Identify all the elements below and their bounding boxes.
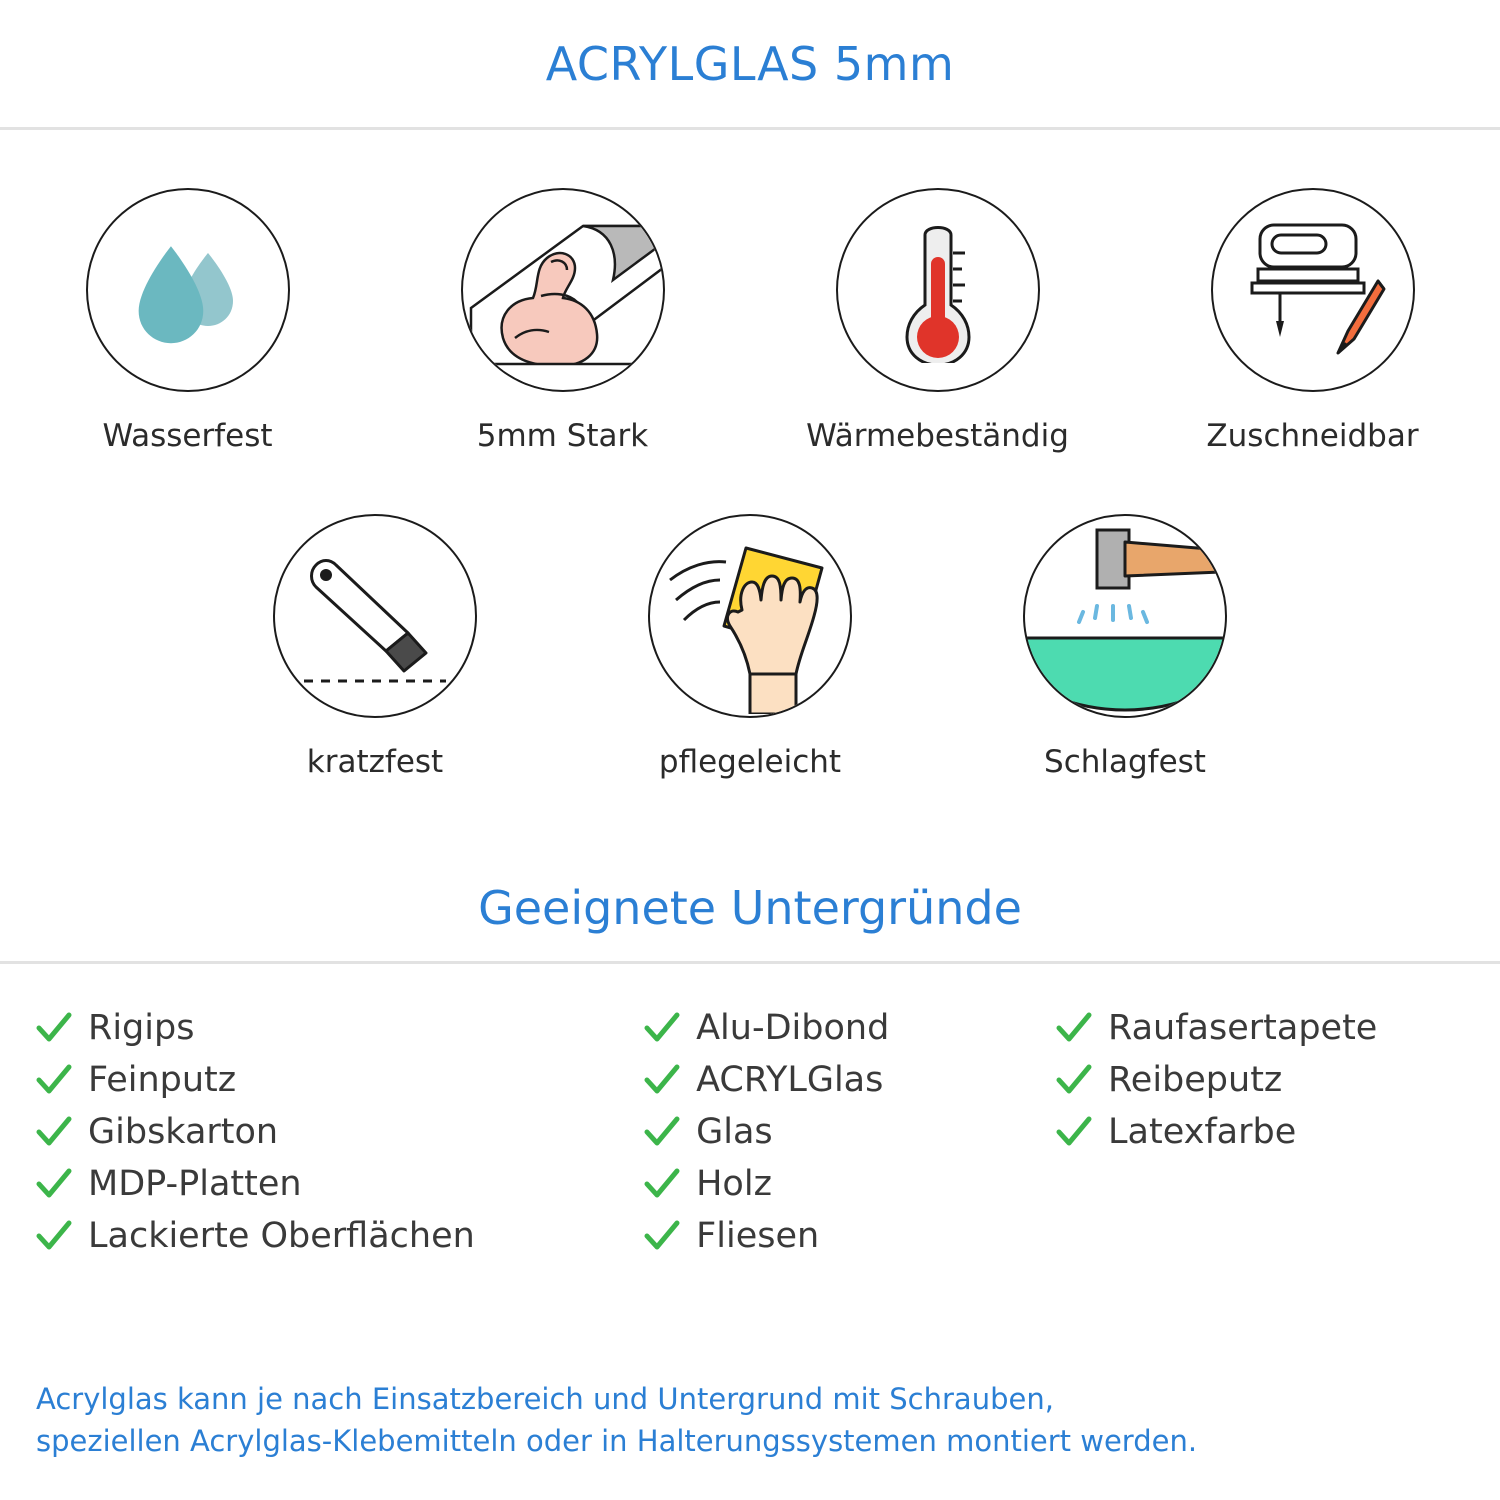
substrates-column-1: [34, 1002, 642, 1262]
list-item-label: Alu-Dibond: [696, 1008, 890, 1048]
feature-icon-circle: [86, 188, 290, 392]
check-icon: [1054, 1008, 1094, 1048]
check-icon: [34, 1008, 74, 1048]
feature-icon-circle: [461, 188, 665, 392]
check-icon: [642, 1008, 682, 1048]
subheader: [0, 854, 1500, 964]
list-item-label: Lackierte Oberflächen: [88, 1216, 475, 1256]
feature-wasserfest: [0, 188, 375, 454]
strong-arm-icon: [463, 188, 663, 392]
list-item: [642, 1002, 1054, 1054]
feature-label: 5mm Stark: [476, 418, 649, 454]
feature-icon-circle: [1023, 514, 1227, 718]
features-section: [0, 130, 1500, 780]
list-item: [34, 1158, 642, 1210]
check-icon: [34, 1112, 74, 1152]
list-item: [1054, 1054, 1466, 1106]
feature-label: kratzfest: [306, 744, 444, 780]
list-item-label: Latexfarbe: [1108, 1112, 1297, 1152]
feature-icon-circle: [836, 188, 1040, 392]
list-item-label: Rigips: [88, 1008, 195, 1048]
list-item: [34, 1002, 642, 1054]
subheader-title: Geeignete Untergründe: [478, 880, 1022, 935]
check-icon: [642, 1216, 682, 1256]
check-icon: [642, 1112, 682, 1152]
check-icon: [1054, 1112, 1094, 1152]
feature-zuschneidbar: [1125, 188, 1500, 454]
check-icon: [34, 1060, 74, 1100]
water-drops-icon: [113, 213, 263, 367]
feature-pflegeleicht: [563, 514, 938, 780]
feature-label: pflegeleicht: [658, 744, 842, 780]
list-item-label: Glas: [696, 1112, 773, 1152]
feature-label: Schlagfest: [1044, 744, 1206, 780]
jigsaw-cutter-icon: [1228, 203, 1398, 377]
feature-row-2: [0, 514, 1500, 780]
feature-waermebestaendig: [750, 188, 1125, 454]
list-item: [34, 1106, 642, 1158]
list-item: [642, 1106, 1054, 1158]
list-item: [1054, 1002, 1466, 1054]
hand-cloth-wipe-icon: [650, 514, 850, 718]
hammer-impact-icon: [1025, 514, 1225, 718]
check-icon: [34, 1164, 74, 1204]
list-item-label: Holz: [696, 1164, 772, 1204]
footer-note: [36, 1378, 1464, 1462]
knife-scratch-icon: [290, 529, 460, 703]
page-title: ACRYLGLAS 5mm: [545, 36, 955, 91]
list-item-label: ACRYLGlas: [696, 1060, 884, 1100]
list-item-label: Reibeputz: [1108, 1060, 1283, 1100]
list-item: [34, 1054, 642, 1106]
list-item: [642, 1054, 1054, 1106]
check-icon: [642, 1164, 682, 1204]
feature-kratzfest: [188, 514, 563, 780]
list-item: [1054, 1106, 1466, 1158]
feature-row-1: [0, 188, 1500, 454]
feature-schlagfest: [938, 514, 1313, 780]
list-item-label: Raufasertapete: [1108, 1008, 1378, 1048]
header: [0, 0, 1500, 130]
feature-label: Zuschneidbar: [1206, 418, 1419, 454]
feature-icon-circle: [1211, 188, 1415, 392]
list-item: [34, 1210, 642, 1262]
feature-5mm-stark: [375, 188, 750, 454]
feature-label: Wärmebeständig: [806, 418, 1069, 454]
feature-label: Wasserfest: [102, 418, 273, 454]
substrates-column-3: [1054, 1002, 1466, 1262]
thermometer-icon: [863, 213, 1013, 367]
substrates-column-2: [642, 1002, 1054, 1262]
substrates-section: [0, 964, 1500, 1262]
list-item: [642, 1158, 1054, 1210]
list-item-label: Gibskarton: [88, 1112, 279, 1152]
list-item-label: Feinputz: [88, 1060, 237, 1100]
check-icon: [642, 1060, 682, 1100]
list-item-label: MDP-Platten: [88, 1164, 302, 1204]
feature-icon-circle: [273, 514, 477, 718]
check-icon: [1054, 1060, 1094, 1100]
check-icon: [34, 1216, 74, 1256]
list-item: [642, 1210, 1054, 1262]
footer-note-line2: speziellen Acrylglas-Klebemitteln oder in Halterungssystemen montiert werden.: [36, 1423, 1198, 1458]
list-item-label: Fliesen: [696, 1216, 820, 1256]
feature-icon-circle: [648, 514, 852, 718]
footer-note-line1: Acrylglas kann je nach Einsatzbereich und Untergrund mit Schrauben,: [36, 1381, 1054, 1416]
